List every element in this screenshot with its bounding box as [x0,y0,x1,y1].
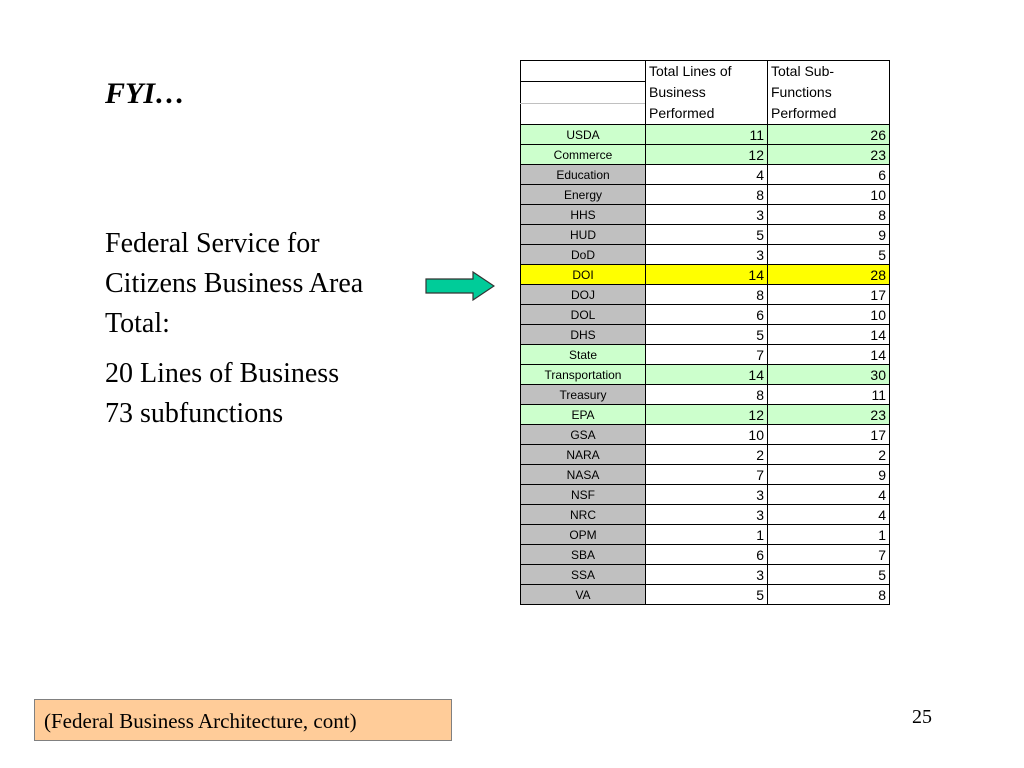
sub-functions-cell: 2 [768,445,890,465]
table-row [521,585,890,605]
sub-functions-cell: 10 [768,185,890,205]
agency-name-cell: DHS [521,325,646,345]
agency-table [520,60,890,605]
slide-heading: FYI… [105,77,186,110]
footer-caption: (Federal Business Architecture, cont) [34,699,452,741]
table-row [521,285,890,305]
table-row [521,345,890,365]
sub-functions-cell: 23 [768,145,890,165]
table-row [521,165,890,185]
sub-functions-cell: 14 [768,345,890,365]
sub-functions-cell: 17 [768,285,890,305]
lines-of-business-cell: 1 [646,525,768,545]
lines-of-business-cell: 5 [646,585,768,605]
agency-name-cell: Commerce [521,145,646,165]
agency-name-cell: NARA [521,445,646,465]
sub-functions-cell: 5 [768,565,890,585]
lines-of-business-cell: 12 [646,145,768,165]
agency-name-cell: Treasury [521,385,646,405]
agency-name-cell: State [521,345,646,365]
sub-functions-cell: 10 [768,305,890,325]
page-number: 25 [912,706,932,728]
agency-name-cell: EPA [521,405,646,425]
business-area-label: Federal Service for Citizens Business Area Total: [105,228,364,339]
sub-functions-cell: 4 [768,485,890,505]
lines-of-business-cell: 8 [646,385,768,405]
table-row [521,445,890,465]
table-row [521,305,890,325]
header-blank-cell [521,82,646,103]
lines-of-business-cell: 8 [646,185,768,205]
lines-of-business-cell: 3 [646,565,768,585]
header-blank-cell [521,103,646,124]
agency-name-cell: VA [521,585,646,605]
sub-functions-cell: 17 [768,425,890,445]
lines-of-business-cell: 3 [646,245,768,265]
agency-name-cell: HHS [521,205,646,225]
table-row [521,405,890,425]
right-arrow-icon [425,271,495,301]
lines-of-business-cell: 7 [646,345,768,365]
sub-functions-cell: 9 [768,225,890,245]
agency-name-cell: Transportation [521,365,646,385]
sub-functions-cell: 23 [768,405,890,425]
lines-of-business-cell: 3 [646,205,768,225]
sub-functions-cell: 26 [768,125,890,145]
agency-name-cell: GSA [521,425,646,445]
header-lines-of-business: Total Lines of Business Performed [646,61,768,125]
lines-of-business-cell: 3 [646,485,768,505]
table-row [521,125,890,145]
table-row [521,425,890,445]
sub-functions-cell: 11 [768,385,890,405]
table-row [521,245,890,265]
agency-name-cell: SBA [521,545,646,565]
agency-name-cell: DoD [521,245,646,265]
lines-of-business-cell: 5 [646,225,768,245]
lines-of-business-cell: 12 [646,405,768,425]
lines-of-business-cell: 2 [646,445,768,465]
lines-of-business-total: 20 Lines of Business [105,358,340,389]
table-row [521,325,890,345]
lines-of-business-cell: 6 [646,305,768,325]
table-row [521,545,890,565]
table-row [521,185,890,205]
table-header-row [521,61,890,82]
lines-of-business-cell: 14 [646,265,768,285]
body-text [105,224,415,434]
lines-of-business-cell: 4 [646,165,768,185]
sub-functions-cell: 8 [768,205,890,225]
sub-functions-cell: 6 [768,165,890,185]
lines-of-business-cell: 3 [646,505,768,525]
sub-functions-cell: 1 [768,525,890,545]
sub-functions-cell: 28 [768,265,890,285]
lines-of-business-cell: 5 [646,325,768,345]
sub-functions-cell: 30 [768,365,890,385]
agency-name-cell: USDA [521,125,646,145]
table-row [521,505,890,525]
agency-name-cell: NASA [521,465,646,485]
sub-functions-cell: 7 [768,545,890,565]
table-row [521,525,890,545]
table-row [521,485,890,505]
sub-functions-cell: 14 [768,325,890,345]
lines-of-business-cell: 8 [646,285,768,305]
agency-name-cell: SSA [521,565,646,585]
sub-functions-cell: 8 [768,585,890,605]
lines-of-business-cell: 11 [646,125,768,145]
subfunctions-total: 73 subfunctions [105,398,284,429]
agency-name-cell: DOL [521,305,646,325]
table-row [521,145,890,165]
sub-functions-cell: 5 [768,245,890,265]
table-row [521,385,890,405]
agency-name-cell: DOJ [521,285,646,305]
table-row [521,565,890,585]
header-sub-functions: Total Sub-Functions Performed [768,61,890,125]
table-row [521,265,890,285]
lines-of-business-cell: 14 [646,365,768,385]
lines-of-business-cell: 10 [646,425,768,445]
agency-name-cell: NRC [521,505,646,525]
agency-name-cell: DOI [521,265,646,285]
lines-of-business-cell: 6 [646,545,768,565]
lines-of-business-cell: 7 [646,465,768,485]
agency-name-cell: NSF [521,485,646,505]
agency-name-cell: HUD [521,225,646,245]
sub-functions-cell: 4 [768,505,890,525]
agency-name-cell: Energy [521,185,646,205]
agency-name-cell: Education [521,165,646,185]
table-row [521,225,890,245]
table-row [521,365,890,385]
table-row [521,205,890,225]
sub-functions-cell: 9 [768,465,890,485]
header-blank-cell [521,61,646,82]
table-row [521,465,890,485]
agency-name-cell: OPM [521,525,646,545]
